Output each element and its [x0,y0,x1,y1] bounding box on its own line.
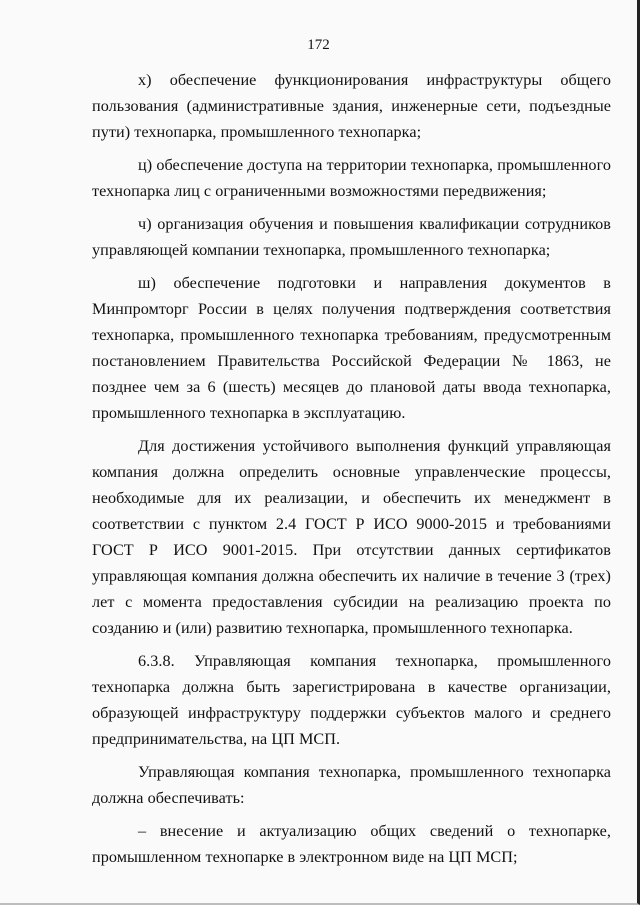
paragraph-item-ch: ч) организация обучения и повышения квалификации сотрудников управляющей компании технопарка, промышленного технопарка; [92,215,611,259]
paragraph-management-processes: Для достижения устойчивого выполнения функций управляющая компания должна определить основные управленческие процессы, необходимые для их реализации, и обеспечить их менеджмент в соответствии с пунктом 2.4 ГОСТ Р ИСО 9000-2015 и требованиями ГОСТ Р ИСО 9001-2015. При отсутствии данных сертификатов управляющая компания должна обеспечить их наличие в течение 3 (трех) лет с момента предоставления субсидии на реализацию проекта по созданию и (или) развитию технопарка, промышленного технопарка. [92,437,611,637]
paragraph-item-ts: ц) обеспечение доступа на территории технопарка, промышленного технопарка лиц с ограниченными возможностями передвижения; [92,156,611,200]
paragraph-item-sh: ш) обеспечение подготовки и направления документов в Минпромторг России в целях получения подтверждения соответствия технопарка, промышленного технопарка требованиям, предусмотренным постановлением Правительства Российской Федерации № 1863, не позднее чем за 6 (шесть) месяцев до плановой даты ввода технопарка, промышленного технопарка в эксплуатацию. [92,274,611,422]
paragraph-obligations-intro: Управляющая компания технопарка, промышленного технопарка должна обеспечивать: [92,763,611,807]
paragraph-section-6-3-8: 6.3.8. Управляющая компания технопарка, промышленного технопарка должна быть зарегистрирована в качестве организации, образующей инфраструктуру поддержки субъектов малого и среднего предпринимательства, на ЦП МСП. [92,652,611,748]
document-body [92,67,611,877]
paragraph-list-item-msp: – внесение и актуализацию общих сведений о технопарке, промышленном технопарке в электронном виде на ЦП МСП; [92,822,611,866]
paragraph-item-x: х) обеспечение функционирования инфраструктуры общего пользования (административные здания, инженерные сети, подъездные пути) технопарка, промышленного технопарка; [92,71,611,141]
page-number: 172 [307,37,330,53]
